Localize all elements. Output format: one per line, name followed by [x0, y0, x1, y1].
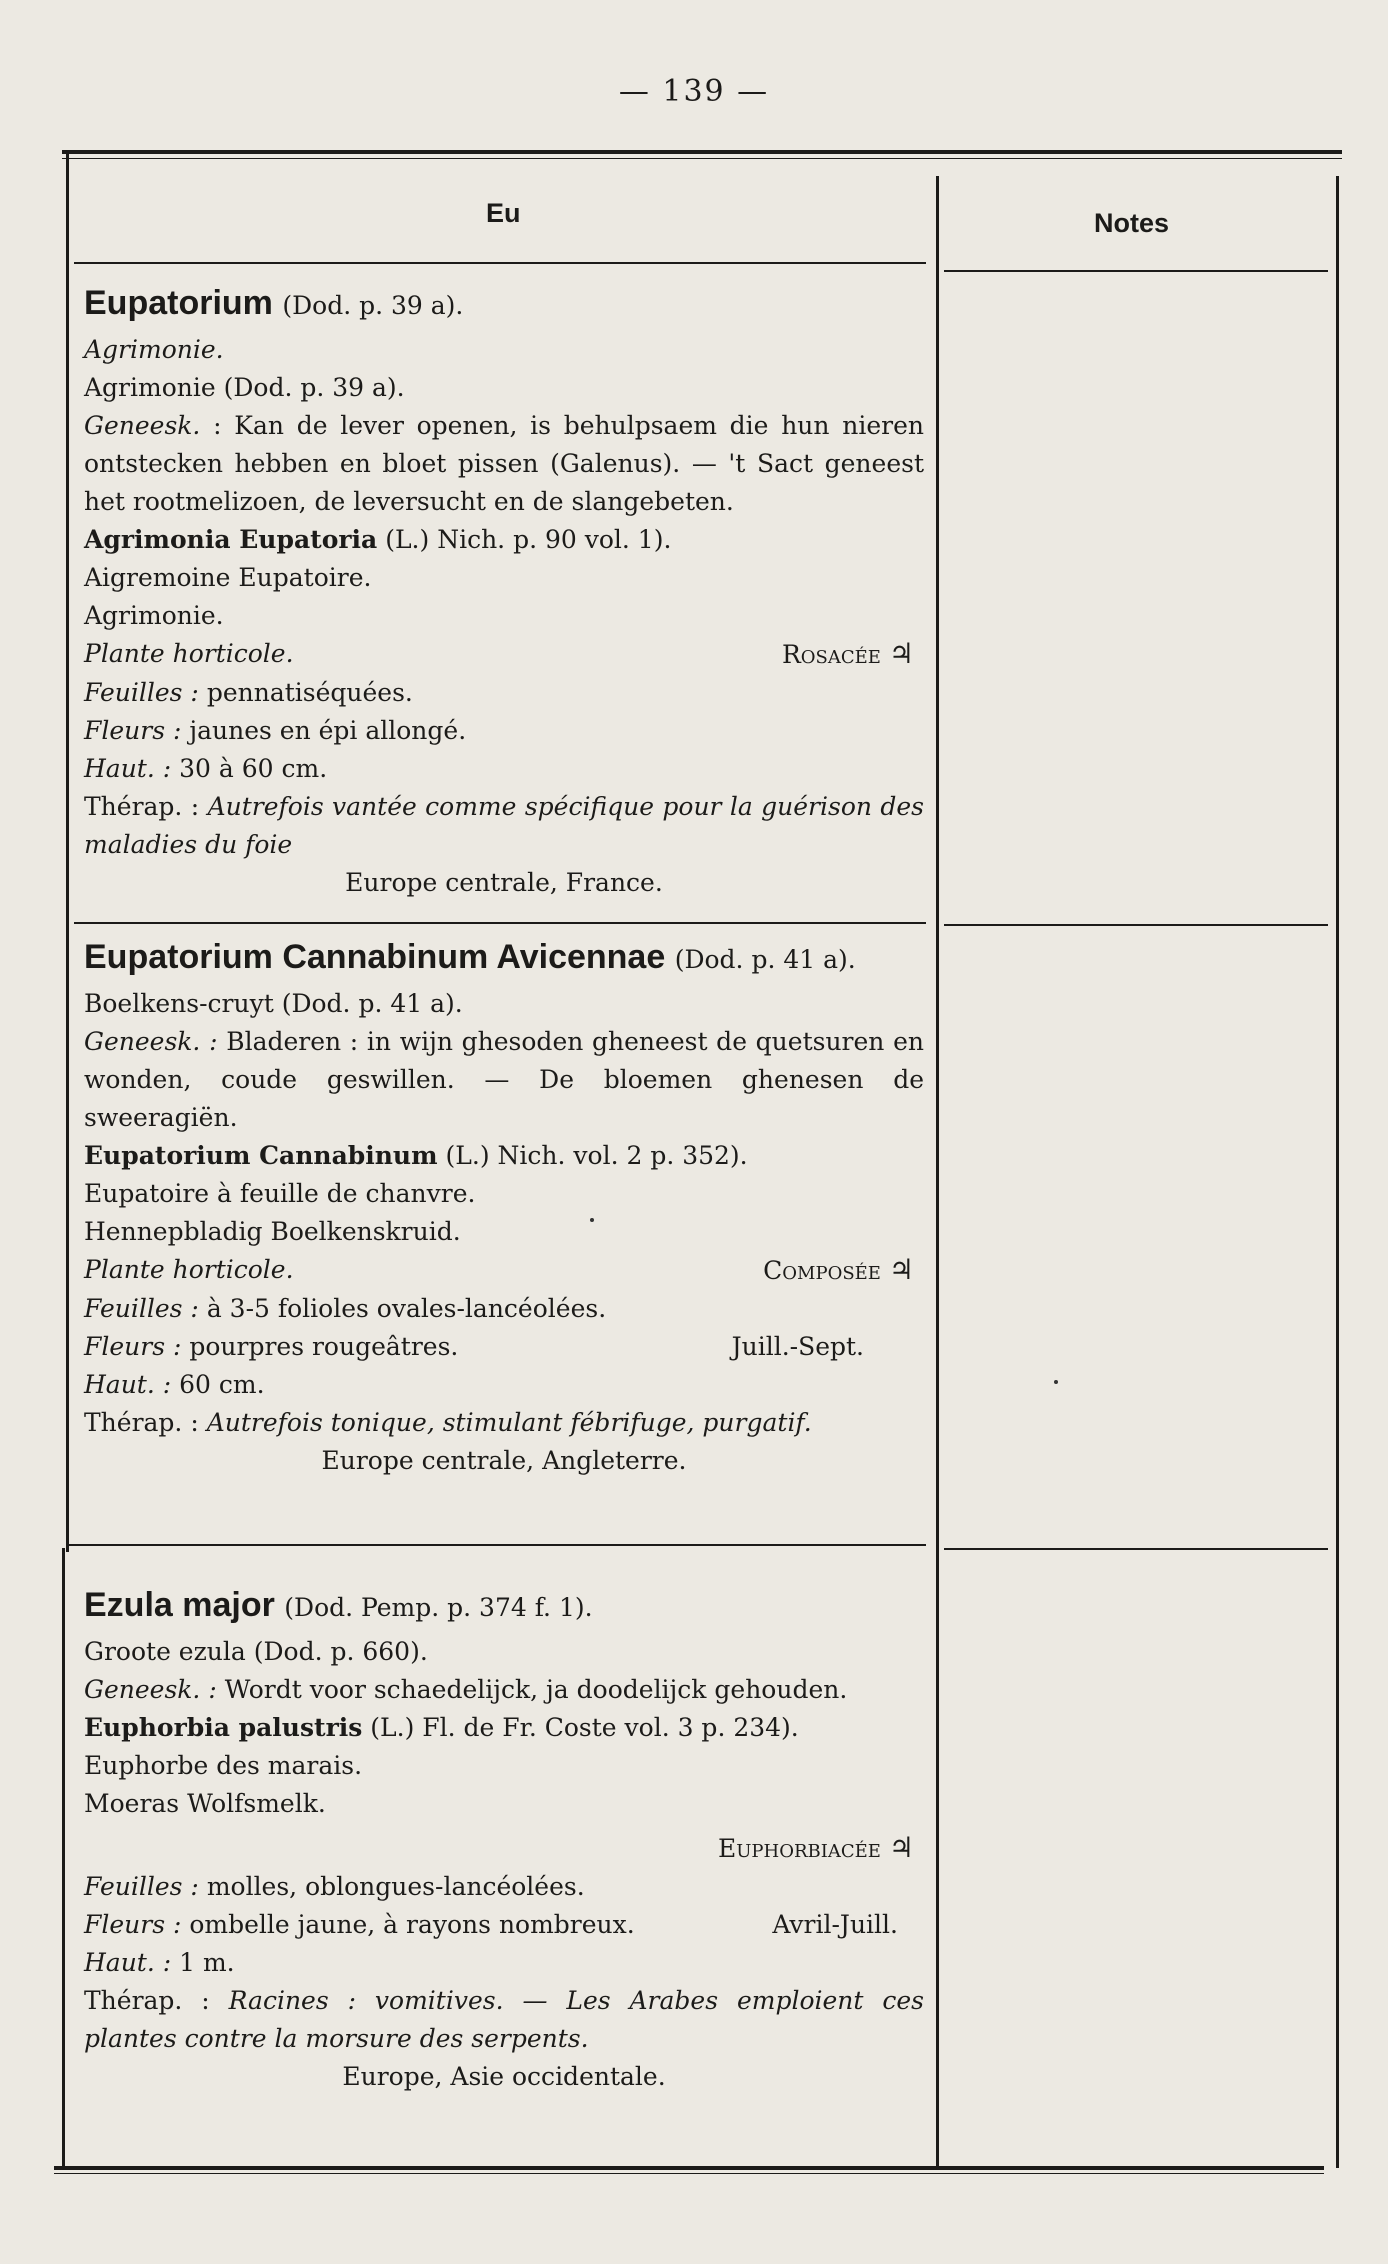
- french-name: Eupatoire à feuille de chanvre.: [84, 1179, 476, 1208]
- entry-separator-2-left: [66, 1544, 926, 1546]
- table-left-border-lower: [62, 1548, 65, 2168]
- therap-label: Thérap. :: [84, 1986, 210, 2015]
- haut-value: 30 à 60 cm.: [179, 754, 328, 783]
- entry-separator-1-right: [944, 924, 1328, 926]
- table-bottom-rule-inner: [54, 2173, 1324, 2174]
- entry-title: [84, 1580, 924, 1633]
- header-notes: Notes: [1094, 208, 1170, 238]
- entry-eupatorium: [84, 278, 924, 902]
- perennial-symbol: ♃: [888, 1253, 914, 1286]
- haut-line: [84, 750, 924, 788]
- entry-separator-1-left: [74, 922, 926, 924]
- distribution: Europe centrale, Angleterre.: [321, 1446, 687, 1475]
- family-label: [782, 635, 924, 674]
- scientific-name-bold: Agrimonia Eupatoria: [84, 525, 378, 554]
- feuilles-value: à 3-5 folioles ovales-lancéolées.: [206, 1294, 607, 1323]
- header-rule-left: [74, 262, 926, 264]
- perennial-symbol: ♃: [888, 1831, 914, 1864]
- french-name: Euphorbe des marais.: [84, 1751, 363, 1780]
- plant-type: Plante horticole.: [84, 1255, 294, 1284]
- fleurs-left: [84, 1328, 458, 1366]
- header-rule-right: [944, 270, 1328, 272]
- flowering-period: Avril-Juill.: [772, 1910, 898, 1939]
- dutch-name: Hennepbladig Boelkenskruid.: [84, 1217, 461, 1246]
- fleurs-label: Fleurs :: [84, 1910, 182, 1939]
- geneesk-text: [84, 407, 924, 521]
- entry-eupatorium-cannabinum: [84, 932, 924, 1480]
- fleurs-line: [84, 712, 924, 750]
- table-left-border: [66, 152, 69, 1552]
- family-name: Rosacée: [781, 640, 881, 669]
- geneesk-text: [84, 1671, 924, 1709]
- table-top-rule-inner: [62, 158, 1342, 159]
- scientific-name-bold: Euphorbia palustris: [84, 1713, 363, 1742]
- geneesk-body: Wordt voor schaedelijck, ja doodelijck gehouden.: [224, 1675, 848, 1704]
- distribution: Europe centrale, France.: [345, 868, 663, 897]
- column-divider: [936, 176, 939, 2168]
- entry-title-name: Eupatorium Cannabinum Avicennae: [84, 938, 666, 976]
- scientific-name: [84, 1709, 924, 1747]
- synonym: Agrimonie (Dod. p. 39 a).: [84, 373, 405, 402]
- synonym: Boelkens-cruyt (Dod. p. 41 a).: [84, 989, 463, 1018]
- table-top-rule: [62, 150, 1342, 154]
- fleurs-label: Fleurs :: [84, 1332, 182, 1361]
- geneesk-body: : Kan de lever openen, is behulpsaem die hun nieren ontstecken hebben en bloet pissen (Galenus). — 't Sact geneest het rootmelizoen, de leversucht en de slangebeten.: [84, 411, 924, 516]
- entry-title: [84, 278, 924, 331]
- geneesk-body: Bladeren : in wijn ghesoden gheneest de quetsuren en wonden, coude geswillen. — De bloemen ghenesen de sweeragiën.: [84, 1027, 924, 1132]
- plant-type-row: [84, 1251, 924, 1290]
- plant-type-row: [84, 635, 924, 674]
- geneesk-label: Geneesk. :: [84, 1675, 217, 1704]
- family-name: Euphorbiacée: [718, 1834, 881, 1863]
- entry-title-name: Ezula major: [84, 1586, 275, 1624]
- family-label: [763, 1251, 924, 1290]
- family-label: [84, 1829, 924, 1868]
- entry-title-ref: (Dod. p. 41 a).: [674, 945, 856, 974]
- ink-speck: [1054, 1380, 1058, 1384]
- french-name: Aigremoine Eupatoire.: [84, 563, 372, 592]
- therap-line: [84, 1982, 924, 2058]
- entry-separator-2-right: [944, 1548, 1328, 1550]
- haut-label: Haut. :: [84, 754, 172, 783]
- fleurs-left: [84, 1906, 635, 1944]
- haut-value: 60 cm.: [179, 1370, 265, 1399]
- therap-value: Racines : vomitives. — Les Arabes emploient ces plantes contre la morsure des serpents.: [84, 1986, 924, 2053]
- feuilles-label: Feuilles :: [84, 678, 199, 707]
- entry-title-ref: (Dod. Pemp. p. 374 f. 1).: [284, 1593, 593, 1622]
- table-bottom-rule: [54, 2166, 1324, 2170]
- entry-ezula-major: [84, 1580, 924, 2096]
- haut-label: Haut. :: [84, 1948, 172, 1977]
- feuilles-label: Feuilles :: [84, 1294, 199, 1323]
- geneesk-label: Geneesk.: [84, 411, 201, 440]
- feuilles-line: [84, 1868, 924, 1906]
- fleurs-label: Fleurs :: [84, 716, 182, 745]
- entry-title: [84, 932, 924, 985]
- table-right-border: [1336, 176, 1339, 2168]
- header-eu: Eu: [486, 198, 521, 228]
- feuilles-label: Feuilles :: [84, 1872, 199, 1901]
- scientific-name-ref: (L.) Nich. p. 90 vol. 1).: [385, 525, 672, 554]
- flowering-period: Juill.-Sept.: [731, 1332, 864, 1361]
- fleurs-value: ombelle jaune, à rayons nombreux.: [189, 1910, 635, 1939]
- therap-line: [84, 1404, 924, 1442]
- ink-speck: [590, 1218, 594, 1222]
- therap-value: Autrefois vantée comme spécifique pour la guérison des maladies du foie: [84, 792, 924, 859]
- therap-value: Autrefois tonique, stimulant fébrifuge, purgatif.: [206, 1408, 812, 1437]
- therap-line: [84, 788, 924, 864]
- haut-label: Haut. :: [84, 1370, 172, 1399]
- scientific-name: [84, 521, 924, 559]
- scientific-name-bold: Eupatorium Cannabinum: [84, 1141, 438, 1170]
- fleurs-value: jaunes en épi allongé.: [189, 716, 467, 745]
- therap-label: Thérap. :: [84, 792, 200, 821]
- perennial-symbol: ♃: [888, 637, 914, 670]
- scientific-name-ref: (L.) Fl. de Fr. Coste vol. 3 p. 234).: [370, 1713, 799, 1742]
- french-common: Agrimonie.: [84, 601, 224, 630]
- feuilles-value: molles, oblongues-lancéolées.: [206, 1872, 585, 1901]
- feuilles-value: pennatiséquées.: [206, 678, 413, 707]
- scientific-name: [84, 1137, 924, 1175]
- haut-line: [84, 1366, 924, 1404]
- family-name: Composée: [763, 1256, 881, 1285]
- page-number: — 139 —: [618, 74, 770, 109]
- feuilles-line: [84, 1290, 924, 1328]
- fleurs-value: pourpres rougeâtres.: [189, 1332, 459, 1361]
- geneesk-text: [84, 1023, 924, 1137]
- entry-title-ref: (Dod. p. 39 a).: [282, 291, 464, 320]
- synonym: Groote ezula (Dod. p. 660).: [84, 1637, 428, 1666]
- entry-title-name: Eupatorium: [84, 284, 273, 322]
- feuilles-line: [84, 674, 924, 712]
- distribution: Europe, Asie occidentale.: [342, 2062, 666, 2091]
- scientific-name-ref: (L.) Nich. vol. 2 p. 352).: [445, 1141, 748, 1170]
- fleurs-line: [84, 1328, 924, 1366]
- common-name: Agrimonie.: [84, 335, 224, 364]
- haut-value: 1 m.: [179, 1948, 235, 1977]
- fleurs-line: [84, 1906, 924, 1944]
- therap-label: Thérap. :: [84, 1408, 199, 1437]
- haut-line: [84, 1944, 924, 1982]
- geneesk-label: Geneesk. :: [84, 1027, 218, 1056]
- dutch-name: Moeras Wolfsmelk.: [84, 1789, 326, 1818]
- plant-type: Plante horticole.: [84, 639, 294, 668]
